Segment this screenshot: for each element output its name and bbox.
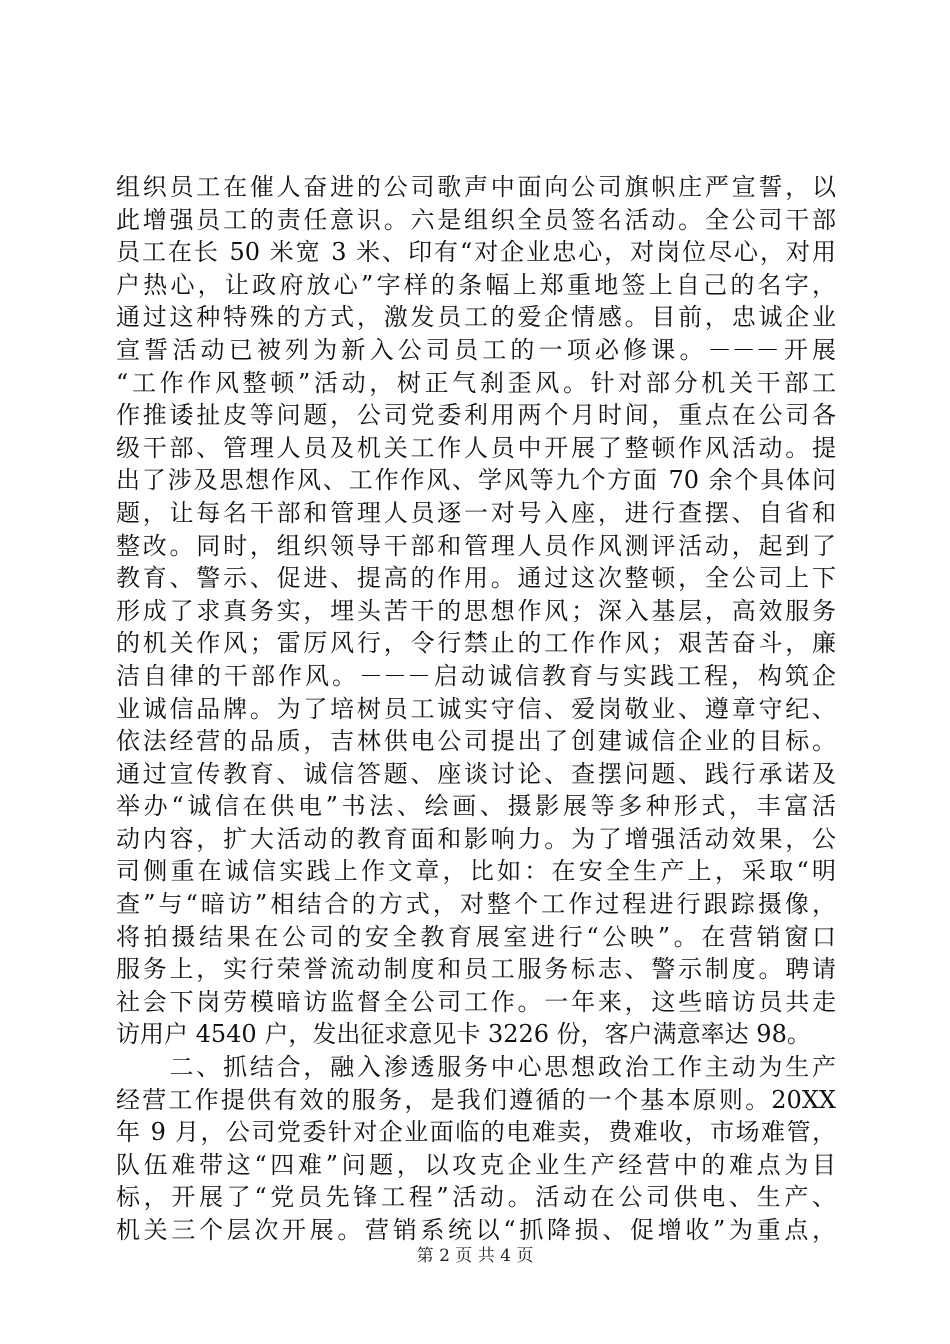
text-line: 年 9 月，公司党委针对企业面临的电难卖，费难收，市场难管， <box>116 1118 836 1147</box>
text-line: 洁自律的干部作风。－－－启动诚信教育与实践工程，构筑企 <box>116 661 836 690</box>
text-line: 宣誓活动已被列为新入公司员工的一项必修课。－－－开展 <box>116 335 836 364</box>
document-body <box>116 171 836 1247</box>
text-line: 二、抓结合，融入渗透服务中心思想政治工作主动为生产 <box>116 1053 836 1082</box>
text-line: 组织员工在催人奋进的公司歌声中面向公司旗帜庄严宣誓，以 <box>116 173 836 201</box>
page-number-footer: 第 2 页 共 4 页 <box>416 1246 534 1266</box>
text-line: 通过这种特殊的方式，激发员工的爱企情感。目前，忠诚企业 <box>116 303 836 332</box>
text-line: 员工在长 50 米宽 3 米、印有“对企业忠心，对岗位尽心，对用 <box>116 238 836 267</box>
text-line: 形成了求真务实，埋头苦干的思想作风；深入基层，高效服务 <box>116 596 836 625</box>
text-line: “工作作风整顿”活动，树正气刹歪风。针对部分机关干部工 <box>116 368 836 397</box>
text-line: 举办“诚信在供电”书法、绘画、摄影展等多种形式，丰富活 <box>116 792 836 821</box>
text-line: 此增强员工的责任意识。六是组织全员签名活动。全公司干部 <box>116 205 836 234</box>
text-line: 标，开展了“党员先锋工程”活动。活动在公司供电、生产、 <box>116 1183 836 1212</box>
text-line: 业诚信品牌。为了培树员工诚实守信、爱岗敬业、遵章守纪、 <box>116 694 836 723</box>
text-line: 级干部、管理人员及机关工作人员中开展了整顿作风活动。提 <box>116 433 836 462</box>
text-line: 社会下岗劳模暗访监督全公司工作。一年来，这些暗访员共走 <box>116 987 836 1016</box>
text-line: 依法经营的品质，吉林供电公司提出了创建诚信企业的目标。 <box>116 727 836 756</box>
text-line: 经营工作提供有效的服务，是我们遵循的一个基本原则。20XX <box>116 1085 836 1114</box>
text-line: 教育、警示、促进、提高的作用。通过这次整顿，全公司上下 <box>116 564 836 593</box>
text-line: 出了涉及思想作风、工作作风、学风等九个方面 70 余个具体问 <box>116 466 836 495</box>
text-line: 整改。同时，组织领导干部和管理人员作风测评活动，起到了 <box>116 531 836 560</box>
text-line: 动内容，扩大活动的教育面和影响力。为了增强活动效果，公 <box>116 824 836 853</box>
text-line: 题，让每名干部和管理人员逐一对号入座，进行查摆、自省和 <box>116 498 836 527</box>
text-line: 队伍难带这“四难”问题，以攻克企业生产经营中的难点为目 <box>116 1150 836 1179</box>
text-line: 将拍摄结果在公司的安全教育展室进行“公映”。在营销窗口 <box>116 922 836 951</box>
text-line: 访用户 4540 户，发出征求意见卡 3226 份，客户满意率达 98。 <box>116 1020 811 1049</box>
text-line: 作推诿扯皮等问题，公司党委利用两个月时间，重点在公司各 <box>116 401 836 430</box>
text-line: 机关三个层次开展。营销系统以“抓降损、促增收”为重点， <box>116 1216 836 1244</box>
text-line: 通过宣传教育、诚信答题、座谈讨论、查摆问题、践行承诺及 <box>116 759 836 788</box>
text-line: 司侧重在诚信实践上作文章，比如：在安全生产上，采取“明 <box>116 857 836 886</box>
text-line: 户热心，让政府放心”字样的条幅上郑重地签上自己的名字， <box>116 270 836 299</box>
text-line: 的机关作风；雷厉风行，令行禁止的工作作风；艰苦奋斗，廉 <box>116 629 836 658</box>
text-line: 查”与“暗访”相结合的方式，对整个工作过程进行跟踪摄像， <box>116 890 836 919</box>
text-line: 服务上，实行荣誉流动制度和员工服务标志、警示制度。聘请 <box>116 955 836 984</box>
